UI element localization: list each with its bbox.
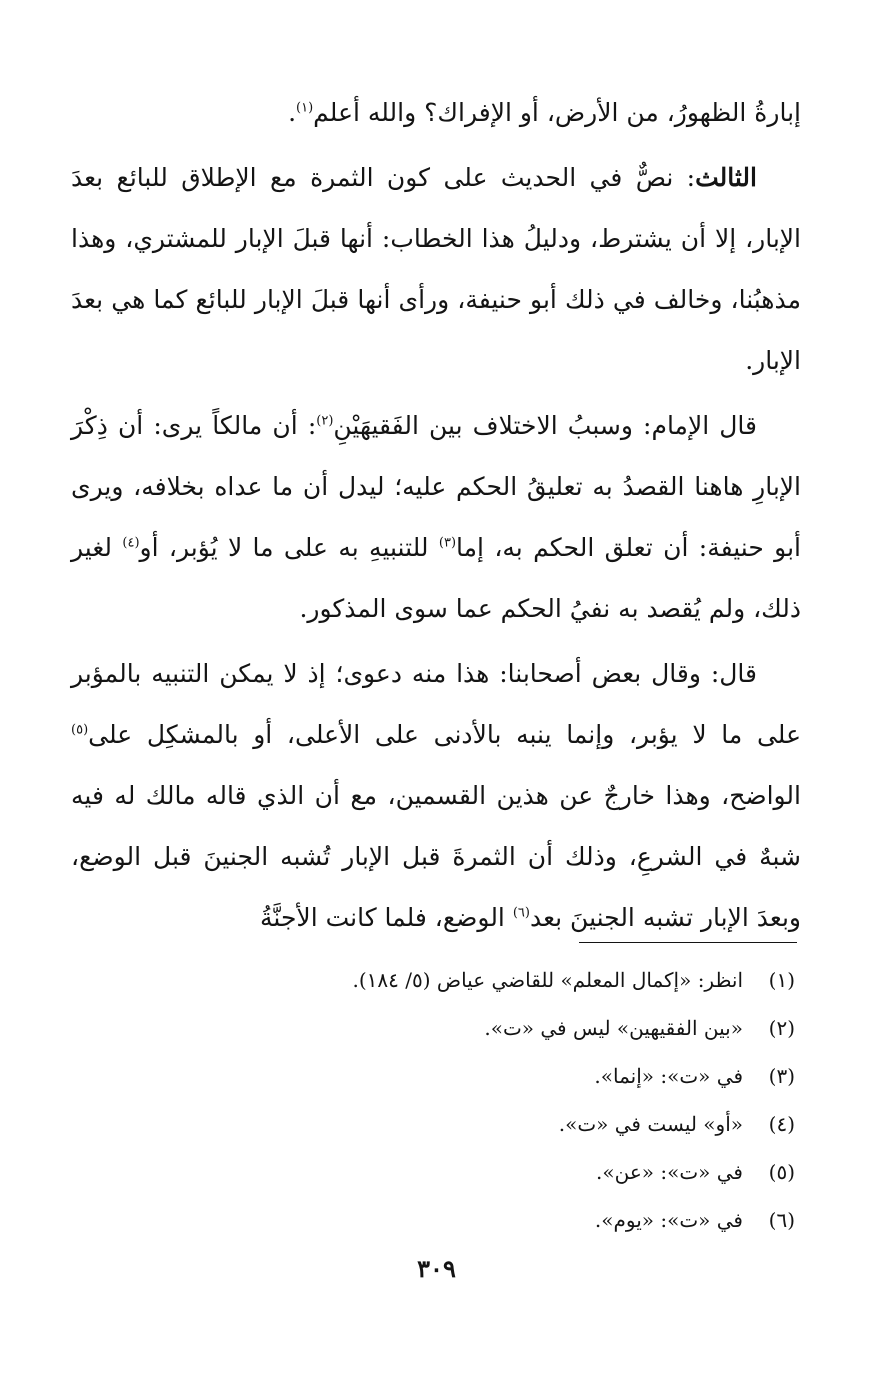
footnote-text: انظر: «إكمال المعلم» للقاضي عياض (٥/ ١٨٤). <box>352 968 743 992</box>
text-run: قال الإمام: وسببُ الاختلاف بين الفَقيهَيْنِ <box>333 411 757 440</box>
paragraph-imam <box>71 395 801 639</box>
footnote-number: (١) <box>768 968 795 992</box>
footnote-text: في «ت»: «عن». <box>596 1160 743 1184</box>
footnote-item <box>75 1148 795 1196</box>
footnote-text: «أو» ليست في «ت». <box>558 1112 743 1136</box>
text-run: إبارةُ الظهورُ، من الأرض، أو الإفراك؟ والله أعلم <box>313 98 801 127</box>
footnote-item <box>75 956 795 1004</box>
text-run: لغير ذلك، ولم يُقصد به نفيُ الحكم عما سوى المذكور. <box>71 533 801 623</box>
paragraph-third-point <box>71 147 801 391</box>
footnote-ref[interactable]: (٦) <box>512 905 530 921</box>
footnote-item <box>75 1100 795 1148</box>
footnote-ref[interactable]: (٣) <box>438 535 457 551</box>
text-run: الوضع، فلما كانت الأجنَّةُ <box>260 903 513 932</box>
footnote-ref[interactable]: (١) <box>296 100 314 116</box>
section-lead: الثالث <box>695 163 757 192</box>
footnote-item <box>75 1004 795 1052</box>
main-text <box>71 82 801 948</box>
footnote-item <box>75 1052 795 1100</box>
paragraph-companions <box>71 643 801 948</box>
footnote-ref[interactable]: (٢) <box>316 413 334 429</box>
text-run: الواضح، وهذا خارجٌ عن هذين القسمين، مع أن الذي قاله مالك له فيه شبهٌ في الشرعِ، وذلك أن الثمرةَ قبل الإبار تُشبه الجنينَ قبل الوضع، وبعدَ الإبار تشبه الجنينَ بعد <box>71 781 801 932</box>
text-run: : نصٌّ في الحديث على كون الثمرة مع الإطلاق للبائع بعدَ الإبار، إلا أن يشترط، ودليلُ هذا الخطاب: أنها قبلَ الإبار للمشتري، وهذا مذهبُنا، وخالف في ذلك أبو حنيفة، ورأى أنها قبلَ الإبار للبائع كما هي بعدَ الإبار. <box>71 163 801 375</box>
footnote-text: «بين الفقيهين» ليس في «ت». <box>484 1016 743 1040</box>
text-run: . <box>288 98 297 127</box>
footnote-divider <box>579 942 797 943</box>
text-run: : أن مالكاً يرى: أن ذِكْرَ الإبارِ هاهنا القصدُ به تعليقُ الحكم عليه؛ ليدل أن ما عداه بخلافه، ويرى أبو حنيفة: أن تعلق الحكم به، إما <box>71 411 801 562</box>
footnote-number: (٥) <box>768 1160 795 1184</box>
footnote-text: في «ت»: «يوم». <box>594 1208 743 1232</box>
footnote-number: (٣) <box>768 1064 795 1088</box>
footnote-number: (٤) <box>768 1112 795 1136</box>
footnote-number: (٦) <box>768 1208 795 1232</box>
footnote-text: في «ت»: «إنما». <box>594 1064 743 1088</box>
paragraph-continuation <box>71 82 801 143</box>
footnote-ref[interactable]: (٤) <box>122 535 140 551</box>
text-run: قال: وقال بعض أصحابنا: هذا منه دعوى؛ إذ لا يمكن التنبيه بالمؤبر على ما لا يؤبر، وإنما ينبه بالأدنى على الأعلى، أو بالمشكِل على <box>71 659 801 749</box>
footnote-item <box>75 1196 795 1244</box>
text-run: للتنبيهِ به على ما لا يُؤبر، أو <box>139 533 439 562</box>
page-number: ٣٠٩ <box>417 1254 456 1283</box>
footnote-ref[interactable]: (٥) <box>71 722 89 738</box>
footnotes-list <box>75 956 795 1244</box>
footnote-number: (٢) <box>768 1016 795 1040</box>
